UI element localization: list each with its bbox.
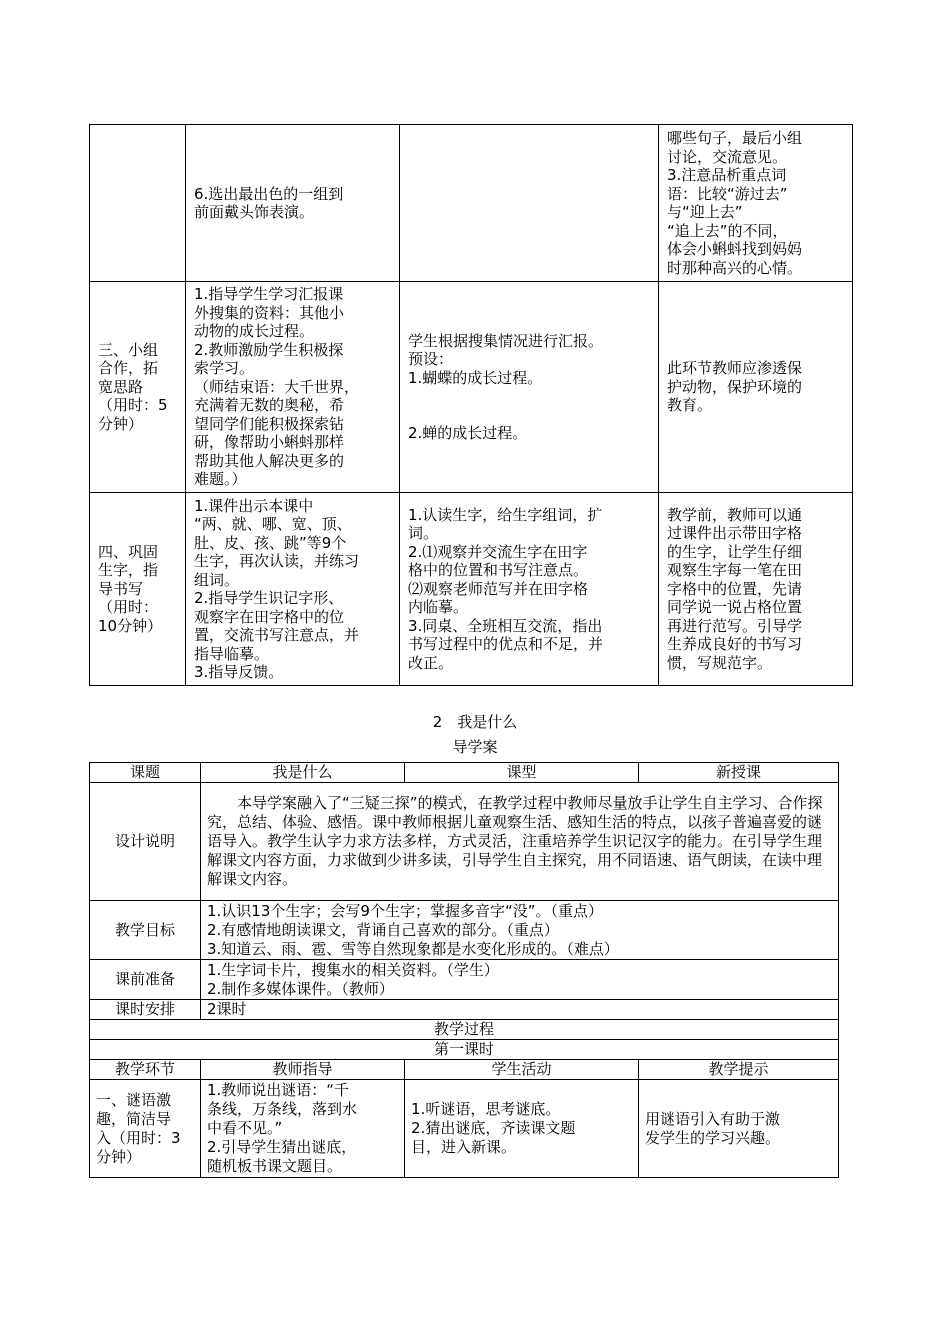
table-header-row xyxy=(90,1060,839,1080)
table-cell: 6.选出最出色的一组到 前面戴头饰表演。 xyxy=(186,125,400,282)
table-cell: 哪些句子，最后小组 讨论，交流意见。 3.注意品析重点词 语：比较“游过去” 与“迎上去” “追上去”的不同， 体会小蝌蚪找到妈妈 时那种高兴的心情。 xyxy=(659,125,853,282)
table-row xyxy=(90,493,853,686)
table-cell: 四、巩固 生字，指 导书写 （用时： 10分钟） xyxy=(90,493,186,686)
table-cell: 学生根据搜集情况进行汇报。 预设： 1.蝴蝶的成长过程。 2.蝉的成长过程。 xyxy=(400,282,659,493)
topic-value: 我是什么 xyxy=(201,763,405,783)
process-heading: 教学过程 xyxy=(90,1020,839,1040)
column-header: 教学环节 xyxy=(90,1060,201,1080)
lesson-table-continued xyxy=(89,124,853,686)
table-row xyxy=(90,783,839,901)
table-cell: 此环节教师应渗透保 护动物，保护环境的 教育。 xyxy=(659,282,853,493)
plan-title: 导学案 xyxy=(452,738,498,756)
lesson-title: 2 我是什么 xyxy=(432,713,518,731)
table-cell: 1.指导学生学习汇报课 外搜集的资料：其他小 动物的成长过程。 2.教师激励学生积极探 索学习。 （师结束语：大千世界， 充满着无数的奥秘，希 望同学们能积极探索钻 研，像帮助小蝌蚪那样 帮助其他人解决更多的 难题。） xyxy=(186,282,400,493)
table-row xyxy=(90,125,853,282)
table-row xyxy=(90,1000,839,1020)
table-cell: 用谜语引入有助于激 发学生的学习兴趣。 xyxy=(639,1080,839,1178)
lesson-plan-table xyxy=(89,762,839,1178)
prep-label: 课前准备 xyxy=(90,960,201,1000)
table-cell: 1.教师说出谜语：“千 条线，万条线，落到水 中看不见。” 2.引导学生猜出谜底， 随机板书课文题目。 xyxy=(201,1080,405,1178)
prep-text: 1.生字词卡片，搜集水的相关资料。（学生） 2.制作多媒体课件。（教师） xyxy=(201,960,839,1000)
goals-label: 教学目标 xyxy=(90,901,201,960)
period-heading: 第一课时 xyxy=(90,1040,839,1060)
schedule-label: 课时安排 xyxy=(90,1000,201,1020)
table-cell xyxy=(90,125,186,282)
table-row xyxy=(90,1040,839,1060)
table-cell: 1.听谜语，思考谜底。 2.猜出谜底，齐读课文题 目，进入新课。 xyxy=(405,1080,639,1178)
schedule-value: 2课时 xyxy=(201,1000,839,1020)
table-row xyxy=(90,1020,839,1040)
table-row xyxy=(90,282,853,493)
table-row xyxy=(90,960,839,1000)
table-cell: 教学前，教师可以通 过课件出示带田字格 的生字，让学生仔细 观察生字每一笔在田 字格中的位置，先请 同学说一说占格位置 再进行范写。引导学 生养成良好的书写习 惯，写规范字。 xyxy=(659,493,853,686)
table-cell xyxy=(400,125,659,282)
table-cell: 三、小组 合作，拓 宽思路 （用时：5 分钟） xyxy=(90,282,186,493)
type-label: 课型 xyxy=(405,763,639,783)
design-label: 设计说明 xyxy=(90,783,201,901)
column-header: 教学提示 xyxy=(639,1060,839,1080)
table-row xyxy=(90,901,839,960)
goals-text: 1.认识13个生字；会写9个生字；掌握多音字“没”。（重点） 2.有感情地朗读课文，背诵自己喜欢的部分。（重点） 3.知道云、雨、雹、雪等自然现象都是水变化形成的。（难点） xyxy=(201,901,839,960)
table-row xyxy=(90,763,839,783)
design-text: 本导学案融入了“三疑三探”的模式，在教学过程中教师尽量放手让学生自主学习、合作探究，总结、体验、感悟。课中教师根据儿童观察生活、感知生活的特点，以孩子普遍喜爱的谜语导入。教学生认字力求方法多样，方式灵活，注重培养学生识记汉字的能力。在引导学生理解课文内容方面，力求做到少讲多读，引导学生自主探究，用不同语速、语气朗读，在读中理解课文内容。 xyxy=(201,783,839,901)
type-value: 新授课 xyxy=(639,763,839,783)
table-cell: 一、谜语激 趣，简洁导 入（用时：3 分钟） xyxy=(90,1080,201,1178)
table-row xyxy=(90,1080,839,1178)
column-header: 学生活动 xyxy=(405,1060,639,1080)
topic-label: 课题 xyxy=(90,763,201,783)
table-cell: 1.课件出示本课中 “两、就、哪、宽、顶、 肚、皮、孩、跳”等9个 生字，再次认读，并练习 组词。 2.指导学生识记字形、 观察字在田字格中的位 置，交流书写注意点，并 指导临摹。 3.指导反馈。 xyxy=(186,493,400,686)
table-cell: 1.认读生字，给生字组词，扩 词。 2.⑴观察并交流生字在田字 格中的位置和书写注意点。 ⑵观察老师范写并在田字格 内临摹。 3.同桌、全班相互交流，指出 书写过程中的优点和不足，并 改正。 xyxy=(400,493,659,686)
column-header: 教师指导 xyxy=(201,1060,405,1080)
